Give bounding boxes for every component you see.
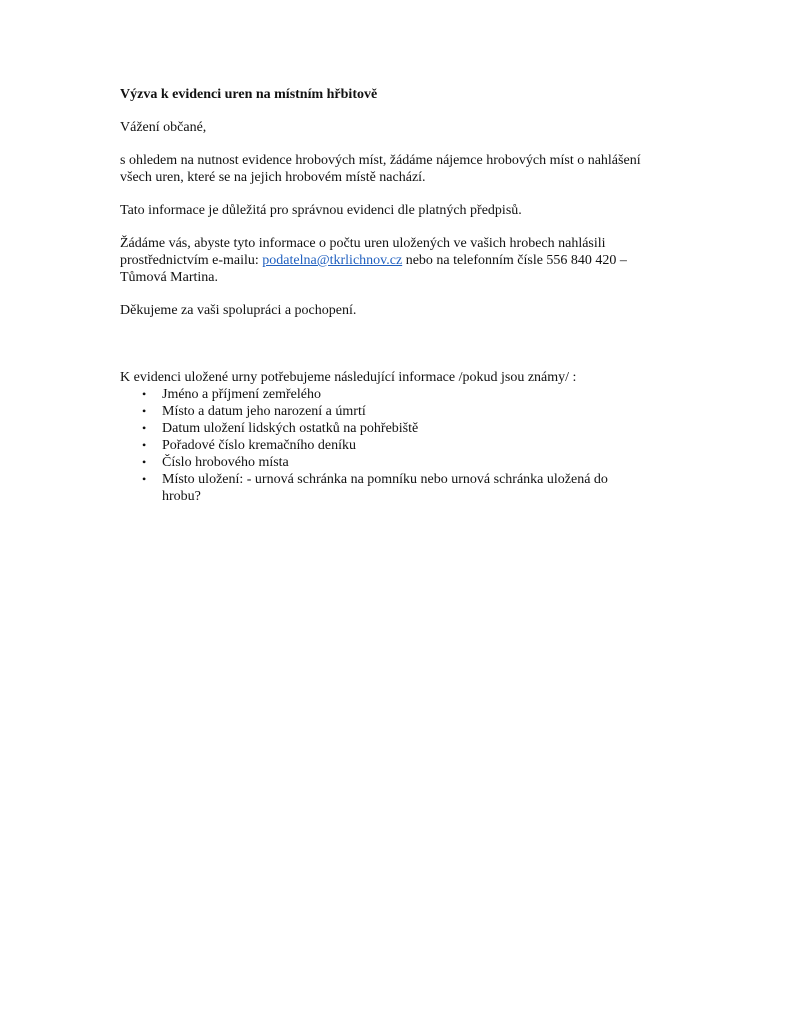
bullet-icon: • xyxy=(142,387,147,401)
list-item xyxy=(120,437,642,454)
list-item-text: Pořadové číslo kremačního deníku xyxy=(162,438,357,453)
list-item xyxy=(120,403,642,420)
bullet-icon: • xyxy=(142,404,147,418)
bullet-icon: • xyxy=(142,472,147,486)
list-item xyxy=(120,386,642,403)
list-item-text: Jméno a příjmení zemřelého xyxy=(162,387,321,402)
list-item xyxy=(120,454,642,471)
document-page xyxy=(120,86,660,505)
greeting: Vážení občané, xyxy=(120,120,207,135)
bullet-icon: • xyxy=(142,455,147,469)
email-link[interactable]: podatelna@tkrlichnov.cz xyxy=(262,253,403,268)
paragraph-thanks: Děkujeme za vaši spolupráci a pochopení. xyxy=(120,303,357,318)
list-item xyxy=(120,471,642,505)
document-title: Výzva k evidenci uren na místním hřbitově xyxy=(120,87,378,102)
contact-text-after: nebo na telefonním čísle 556 840 420 – Tůmová Martina. xyxy=(120,253,627,285)
bullet-icon: • xyxy=(142,438,147,452)
list-item-text: Místo uložení: - urnová schránka na pomníku nebo urnová schránka uložená do hrobu? xyxy=(162,472,608,504)
paragraph-importance: Tato informace je důležitá pro správnou evidenci dle platných předpisů. xyxy=(120,203,522,218)
paragraph-contact xyxy=(120,235,660,286)
list-item-text: Místo a datum jeho narození a úmrtí xyxy=(162,404,366,419)
paragraph-request: s ohledem na nutnost evidence hrobových míst, žádáme nájemce hrobových míst o nahlášení všech uren, které se na jejich hrobovém místě nachází. xyxy=(120,153,641,185)
bullet-icon: • xyxy=(142,421,147,435)
list-item-text: Datum uložení lidských ostatků na pohřebiště xyxy=(162,421,419,436)
contact-text-before: Žádáme vás, abyste tyto informace o počtu uren uložených ve vašich hrobech nahlásili prostřednictvím e-mailu: xyxy=(120,236,606,268)
list-item xyxy=(120,420,642,437)
list-item-text: Číslo hrobového místa xyxy=(162,455,289,470)
list-intro: K evidenci uložené urny potřebujeme následující informace /pokud jsou známy/ : xyxy=(120,370,577,385)
info-list xyxy=(120,386,660,505)
